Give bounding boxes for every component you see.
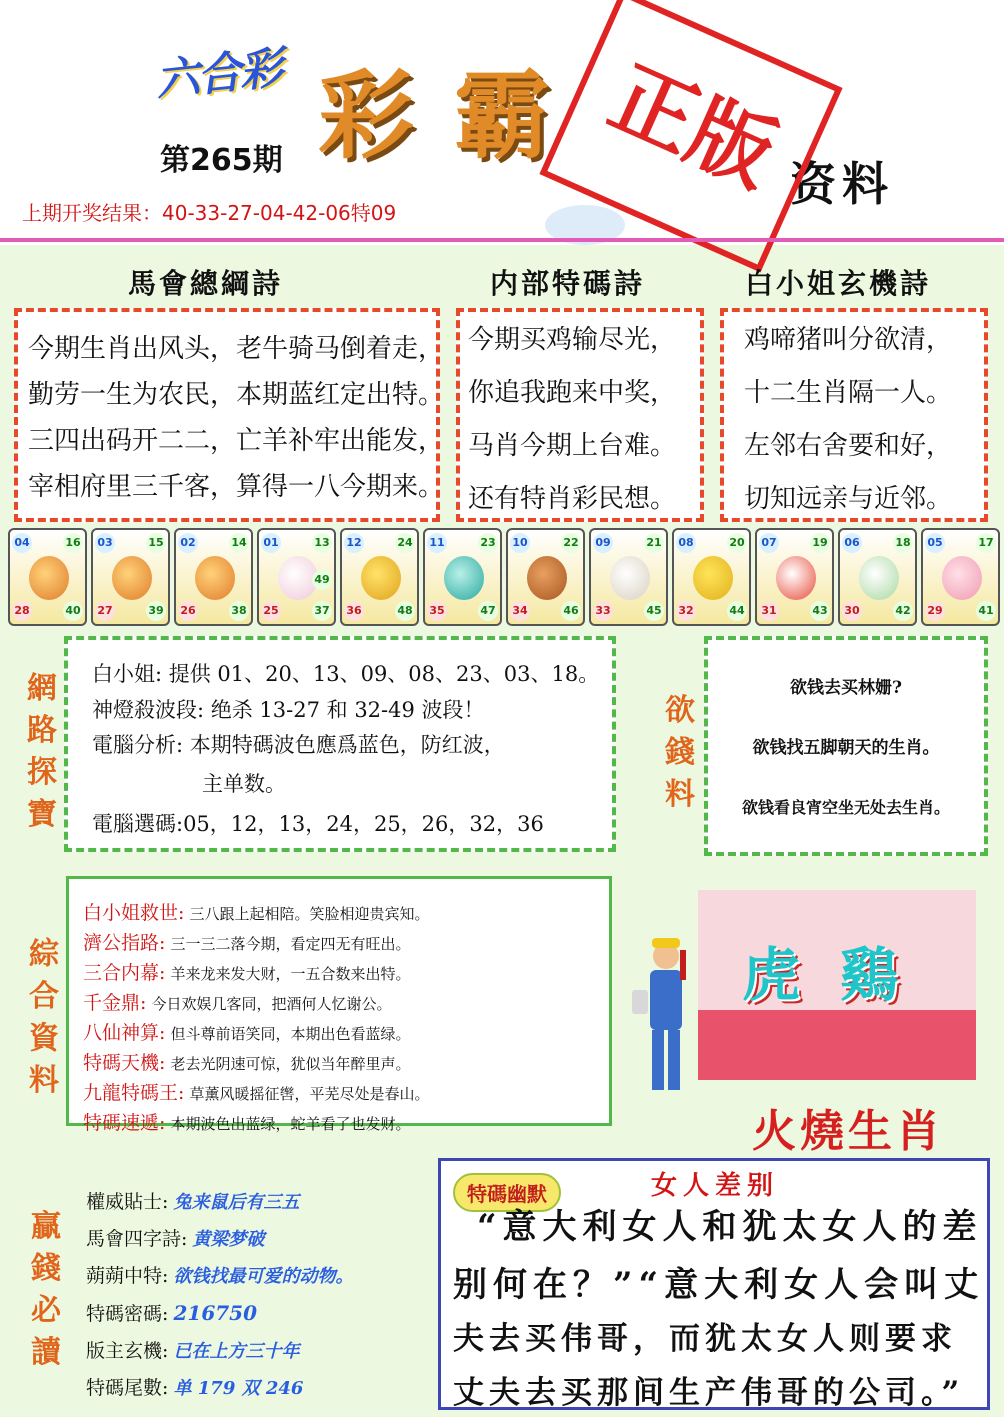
- composite-key: 特碼天機:: [83, 1052, 166, 1074]
- number-ball: 18: [893, 533, 913, 553]
- pig-icon: [942, 556, 982, 600]
- tiger-icon: [195, 556, 235, 600]
- must-read-row: [86, 1258, 436, 1295]
- poem-line: 今期生肖出风头，老牛骑马倒着走，: [28, 334, 445, 364]
- must-read-row: [86, 1295, 436, 1333]
- poem-line: 你追我跑来中奖，: [468, 378, 677, 408]
- composite-key: 八仙神算:: [83, 1022, 166, 1044]
- composite-value: 羊来龙来发大财，一五合数来出特。: [170, 965, 411, 983]
- number-ball: 14: [229, 533, 249, 553]
- number-ball: 16: [63, 533, 83, 553]
- number-ball: 37: [312, 601, 332, 621]
- zodiac-card-snake: [423, 528, 502, 626]
- number-ball: 27: [95, 601, 115, 621]
- network-line-4: 主单数。: [202, 772, 286, 796]
- number-ball: 12: [344, 533, 364, 553]
- logo-small: 六合彩: [153, 42, 284, 107]
- composite-key: 三合内幕:: [83, 962, 166, 984]
- number-ball: 26: [178, 601, 198, 621]
- number-ball: 06: [842, 533, 862, 553]
- fire-zodiac: 火燒生肖: [752, 1106, 944, 1157]
- composite-row: [83, 1049, 609, 1079]
- must-read-key: 特碼尾數:: [86, 1377, 169, 1399]
- must-read-label: 贏錢必讀: [31, 1209, 61, 1370]
- money-line-2: 欲钱找五脚朝天的生肖。: [752, 738, 940, 758]
- composite-key: 特碼速遞:: [83, 1112, 166, 1134]
- stamp: 正版: [539, 0, 842, 272]
- network-line-5: 電腦選碼:05，12，13，24，25，26，32，36: [92, 812, 544, 836]
- poem-line: 还有特肖彩民想。: [468, 484, 677, 514]
- composite-value: 草薰风暖摇征辔，平芜尽处是春山。: [189, 1085, 430, 1103]
- number-ball: 22: [561, 533, 581, 553]
- poem-line: 三四出码开二二，亡羊补牢出能发，: [28, 426, 445, 456]
- number-ball: 21: [644, 533, 664, 553]
- money-label: 欲錢料: [665, 693, 695, 812]
- number-ball: 23: [478, 533, 498, 553]
- must-read-value: 黄梁梦破: [192, 1229, 265, 1250]
- number-ball: 24: [395, 533, 415, 553]
- composite-row: [83, 1079, 609, 1109]
- poem-line: 勤劳一生为农民，本期蓝红定出特。: [28, 380, 445, 410]
- composite-value: 三八跟上起相陪。笑脸相迎贵宾知。: [189, 905, 430, 923]
- number-ball: 35: [427, 601, 447, 621]
- composite-key: 九龍特碼王:: [83, 1082, 185, 1104]
- zodiac-card-tiger: [174, 528, 253, 626]
- zodiac-card-ox: [91, 528, 170, 626]
- zodiac-card-goat: [589, 528, 668, 626]
- horse-icon: [527, 556, 567, 600]
- zodiac-card-dragon: [340, 528, 419, 626]
- must-read-row: [86, 1333, 436, 1370]
- zodiac-card-dog: [838, 528, 917, 626]
- divider: [0, 238, 1004, 242]
- rooster-icon: [776, 556, 816, 600]
- joke-badge: 特碼幽默: [453, 1173, 561, 1212]
- painter-icon: [630, 930, 700, 1110]
- must-read-value: 216750: [173, 1301, 257, 1325]
- number-ball: 08: [676, 533, 696, 553]
- number-ball: 43: [810, 601, 830, 621]
- composite-value: 今日欢娱几客同，把酒何人忆谢公。: [151, 995, 392, 1013]
- zodiac-strip: [8, 528, 1004, 628]
- money-box: [704, 636, 988, 856]
- number-ball: 19: [810, 533, 830, 553]
- number-ball: 40: [63, 601, 83, 621]
- number-ball: 25: [261, 601, 281, 621]
- joke-line: 夫去买伟哥，而犹太女人则要求: [453, 1321, 957, 1357]
- number-ball: 02: [178, 533, 198, 553]
- monkey-icon: [693, 556, 733, 600]
- joke-box: [438, 1158, 990, 1410]
- poem-box-1: [14, 308, 445, 522]
- number-ball: 49: [312, 570, 332, 590]
- number-ball: 39: [146, 601, 166, 621]
- zodiac-card-monkey: [672, 528, 751, 626]
- money-line-1: 欲钱去买林姗?: [790, 678, 902, 698]
- number-ball: 20: [727, 533, 747, 553]
- composite-row: [83, 989, 609, 1019]
- network-line-3: 電腦分析: 本期特碼波色應爲蓝色，防红波，: [92, 733, 505, 757]
- composite-row: [83, 899, 609, 929]
- zodiac-card-rabbit: [257, 528, 336, 626]
- number-ball: 28: [12, 601, 32, 621]
- poem-line: 鸡啼猪叫分欲清，: [744, 325, 953, 355]
- ox-icon: [112, 556, 152, 600]
- zodiac-card-rooster: [755, 528, 834, 626]
- joke-line: “意大利女人和犹太女人的差: [477, 1207, 983, 1247]
- must-read-row: [86, 1221, 436, 1258]
- tiger-rooster-text: 虎鷄: [742, 941, 939, 1009]
- must-read-value: 欲钱找最可爱的动物。: [173, 1266, 354, 1287]
- poem-line: 马肖今期上台难。: [468, 431, 677, 461]
- must-read-row: [86, 1184, 436, 1221]
- poem-line: 左邻右舍要和好，: [744, 431, 953, 461]
- composite-row: [83, 929, 609, 959]
- must-read-key: 權威貼士:: [86, 1191, 169, 1213]
- number-ball: 10: [510, 533, 530, 553]
- number-ball: 07: [759, 533, 779, 553]
- composite-key: 千金鼎:: [83, 992, 147, 1014]
- number-ball: 11: [427, 533, 447, 553]
- last-result: 上期开奖结果：40-33-27-04-42-06特09: [22, 201, 397, 225]
- number-ball: 33: [593, 601, 613, 621]
- subtitle: 资料: [790, 157, 894, 211]
- composite-value: 三一三二落今期，看定四无有旺出。: [170, 935, 411, 953]
- poem-line: 十二生肖隔一人。: [744, 378, 953, 408]
- dragon-icon: [361, 556, 401, 600]
- number-ball: 44: [727, 601, 747, 621]
- money-line-3: 欲钱看良宵空坐无处去生肖。: [741, 798, 950, 817]
- composite-value: 但斗尊前语笑同，本期出色看蓝绿。: [170, 1025, 411, 1043]
- network-label: 網路探寶: [27, 671, 57, 832]
- zodiac-card-rat: [8, 528, 87, 626]
- number-ball: 01: [261, 533, 281, 553]
- must-read-list: [86, 1184, 436, 1407]
- dog-icon: [859, 556, 899, 600]
- number-ball: 36: [344, 601, 364, 621]
- zodiac-card-pig: [921, 528, 1000, 626]
- joke-line: 丈夫去买那间生产伟哥的公司。”: [453, 1375, 965, 1411]
- must-read-key: 特碼密碼:: [86, 1303, 169, 1325]
- goat-icon: [610, 556, 650, 600]
- network-line-1: 白小姐: 提供 01、20、13、09、08、23、03、18。: [92, 662, 600, 686]
- number-ball: 15: [146, 533, 166, 553]
- number-ball: 29: [925, 601, 945, 621]
- must-read-key: 蒴蒴中特:: [86, 1265, 169, 1287]
- rat-icon: [29, 556, 69, 600]
- number-ball: 41: [976, 601, 996, 621]
- number-ball: 47: [478, 601, 498, 621]
- number-ball: 04: [12, 533, 32, 553]
- must-read-value: 已在上方三十年: [173, 1341, 300, 1362]
- number-ball: 45: [644, 601, 664, 621]
- number-ball: 13: [312, 533, 332, 553]
- number-ball: 34: [510, 601, 530, 621]
- composite-label: 綜合資料: [29, 937, 59, 1098]
- number-ball: 30: [842, 601, 862, 621]
- zodiac-card-horse: [506, 528, 585, 626]
- network-box: [64, 636, 616, 852]
- wave-graphic: [698, 1010, 976, 1080]
- number-ball: 17: [976, 533, 996, 553]
- composite-key: 濟公指路:: [83, 932, 166, 954]
- composite-row: [83, 1109, 609, 1139]
- poem-line: 切知远亲与近邻。: [744, 484, 953, 514]
- joke-title: 女人差别: [651, 1171, 780, 1201]
- poem-line: 今期买鸡输尽光，: [468, 325, 677, 355]
- poem-box-3: [720, 308, 988, 522]
- joke-line: 别何在？”“意大利女人会叫丈: [453, 1265, 985, 1305]
- poem-box-2: [456, 308, 704, 522]
- poem-line: 宰相府里三千客，算得一八今期来。: [28, 472, 445, 502]
- must-read-value: 单 179 双 246: [173, 1378, 304, 1399]
- must-read-key: 馬會四字詩:: [86, 1228, 188, 1250]
- network-line-2: 神燈殺波段: 绝杀 13-27 和 32-49 波段！: [92, 698, 485, 722]
- number-ball: 38: [229, 601, 249, 621]
- number-ball: 03: [95, 533, 115, 553]
- must-read-key: 版主玄機:: [86, 1340, 169, 1362]
- composite-value: 老去光阴速可惊，犹似当年醉里声。: [170, 1055, 411, 1073]
- number-ball: 09: [593, 533, 613, 553]
- number-ball: 05: [925, 533, 945, 553]
- must-read-row: [86, 1370, 436, 1407]
- number-ball: 48: [395, 601, 415, 621]
- number-ball: 31: [759, 601, 779, 621]
- composite-row: [83, 959, 609, 989]
- composite-key: 白小姐救世:: [83, 902, 185, 924]
- number-ball: 42: [893, 601, 913, 621]
- composite-value: 本期波色出蓝绿，蛇羊看了也发财。: [170, 1115, 411, 1133]
- composite-row: [83, 1019, 609, 1049]
- logo-big: 彩霸: [318, 59, 590, 172]
- issue-number: 第265期: [160, 143, 283, 178]
- poem-title-2: 内部特碼詩: [490, 267, 646, 300]
- poem-title-1: 馬會總綱詩: [128, 267, 284, 300]
- must-read-value: 兔来鼠后有三五: [173, 1192, 300, 1213]
- number-ball: 46: [561, 601, 581, 621]
- composite-box: [66, 876, 612, 1134]
- number-ball: 32: [676, 601, 696, 621]
- snake-icon: [444, 556, 484, 600]
- poem-title-3: 白小姐玄機詩: [745, 267, 932, 300]
